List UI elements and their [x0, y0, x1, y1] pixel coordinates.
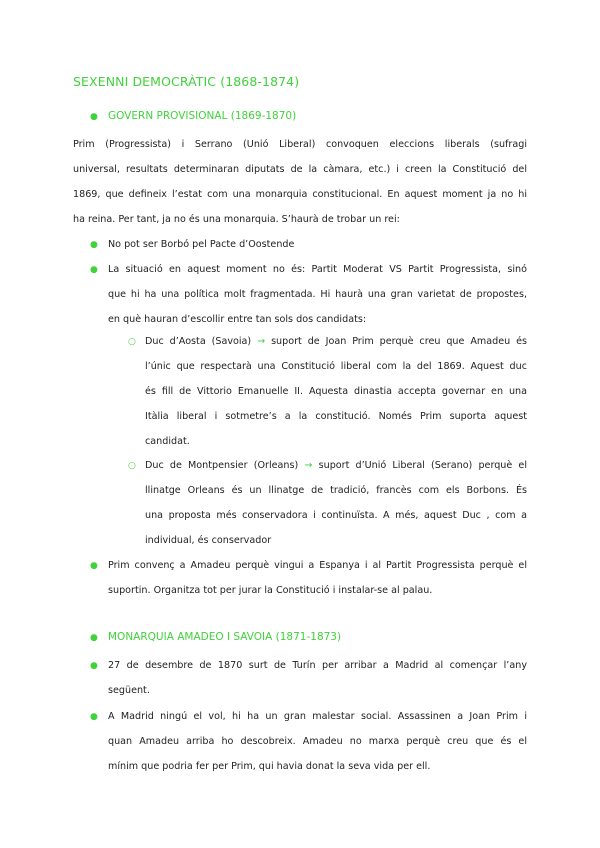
sub-list-item-line: l’únic que respectarà una Constitució liberal com la del 1869. Aquest duc [145, 361, 527, 372]
page-title: SEXENNI DEMOCRÀTIC (1868-1874) [73, 74, 300, 89]
list-item: suportin. Organitza tot per jurar la Constitució i instalar-se al palau. [108, 585, 433, 596]
hollow-bullet-icon: ○ [128, 461, 136, 471]
bullet-icon: ● [90, 561, 98, 571]
paragraph-line: 1869, que defineix l’estat com una monarquia constitucional. En aquest moment ja no hi [73, 189, 527, 200]
bullet-icon: ● [90, 240, 98, 250]
list-item: Prim convenç a Amadeu perquè vingui a Espanya i al Partit Progressista perquè el [108, 560, 527, 571]
list-item: que hi ha una política molt fragmentada. Hi haurà una gran varietat de propostes, [108, 289, 527, 300]
sub-list-item-line: és fill de Vittorio Emanuelle II. Aquesta dinastia accepta governar en una [145, 386, 527, 397]
arrow-right-icon: → [304, 460, 313, 471]
sub-list-item-line: Itàlia liberal i sotmetre’s a la constitució. Només Prim suporta aquest [145, 411, 527, 422]
bullet-icon: ● [90, 633, 98, 643]
list-item: següent. [108, 685, 150, 696]
hollow-bullet-icon: ○ [128, 337, 136, 347]
bullet-icon: ● [90, 712, 98, 722]
arrow-right-icon: → [257, 336, 266, 347]
section-heading-govern-provisional: ● GOVERN PROVISIONAL (1869-1870) [90, 110, 297, 122]
sub-list-item-line: llinatge Orleans és un llinatge de tradició, francès com els Borbons. És [145, 485, 527, 496]
list-item: No pot ser Borbó pel Pacte d’Oostende [108, 239, 295, 250]
section-heading-monarquia-amadeo: ● MONARQUIA AMADEO I SAVOIA (1871-1873) [90, 631, 342, 643]
list-item: quan Amadeu arriba ho descobreix. Amadeu no marxa perquè creu que és el [108, 736, 527, 747]
bullet-icon: ● [90, 661, 98, 671]
bullet-icon: ● [90, 112, 98, 122]
sub-list-item-line: una proposta més conservadora i continuïsta. A més, aquest Duc , com a [145, 510, 527, 521]
sub-list-item-line: individual, és conservador [145, 535, 272, 546]
sub-list-item-line: candidat. [145, 436, 190, 447]
bullet-icon: ● [90, 265, 98, 275]
list-item: 27 de desembre de 1870 surt de Turín per arribar a Madrid al començar l’any [108, 660, 527, 671]
list-item: A Madrid ningú el vol, hi ha un gran malestar social. Assassinen a Joan Prim i [108, 711, 527, 722]
list-item: en què hauran d’escollir entre tan sols dos candidats: [108, 314, 367, 325]
paragraph-line: universal, resultats determinaran diputats de la càmara, etc.) i creen la Constitució del [73, 164, 527, 175]
sub-list-item-duc-aosta: Duc d’Aosta (Savoia) → suport de Joan Prim perquè creu que Amadeu és [145, 336, 527, 347]
sub-list-item-duc-montpensier: Duc de Montpensier (Orleans) → suport d’Unió Liberal (Serano) perquè el [145, 460, 527, 471]
paragraph-line: ha reina. Per tant, ja no és una monarquia. S’haurà de trobar un rei: [73, 214, 400, 225]
list-item: La situació en aquest moment no és: Partit Moderat VS Partit Progressista, sinó [108, 264, 527, 275]
list-item: mínim que podria fer per Prim, qui havia donat la seva vida per ell. [108, 761, 431, 772]
paragraph-line: Prim (Progressista) i Serrano (Unió Liberal) convoquen eleccions liberals (sufragi [73, 139, 527, 150]
